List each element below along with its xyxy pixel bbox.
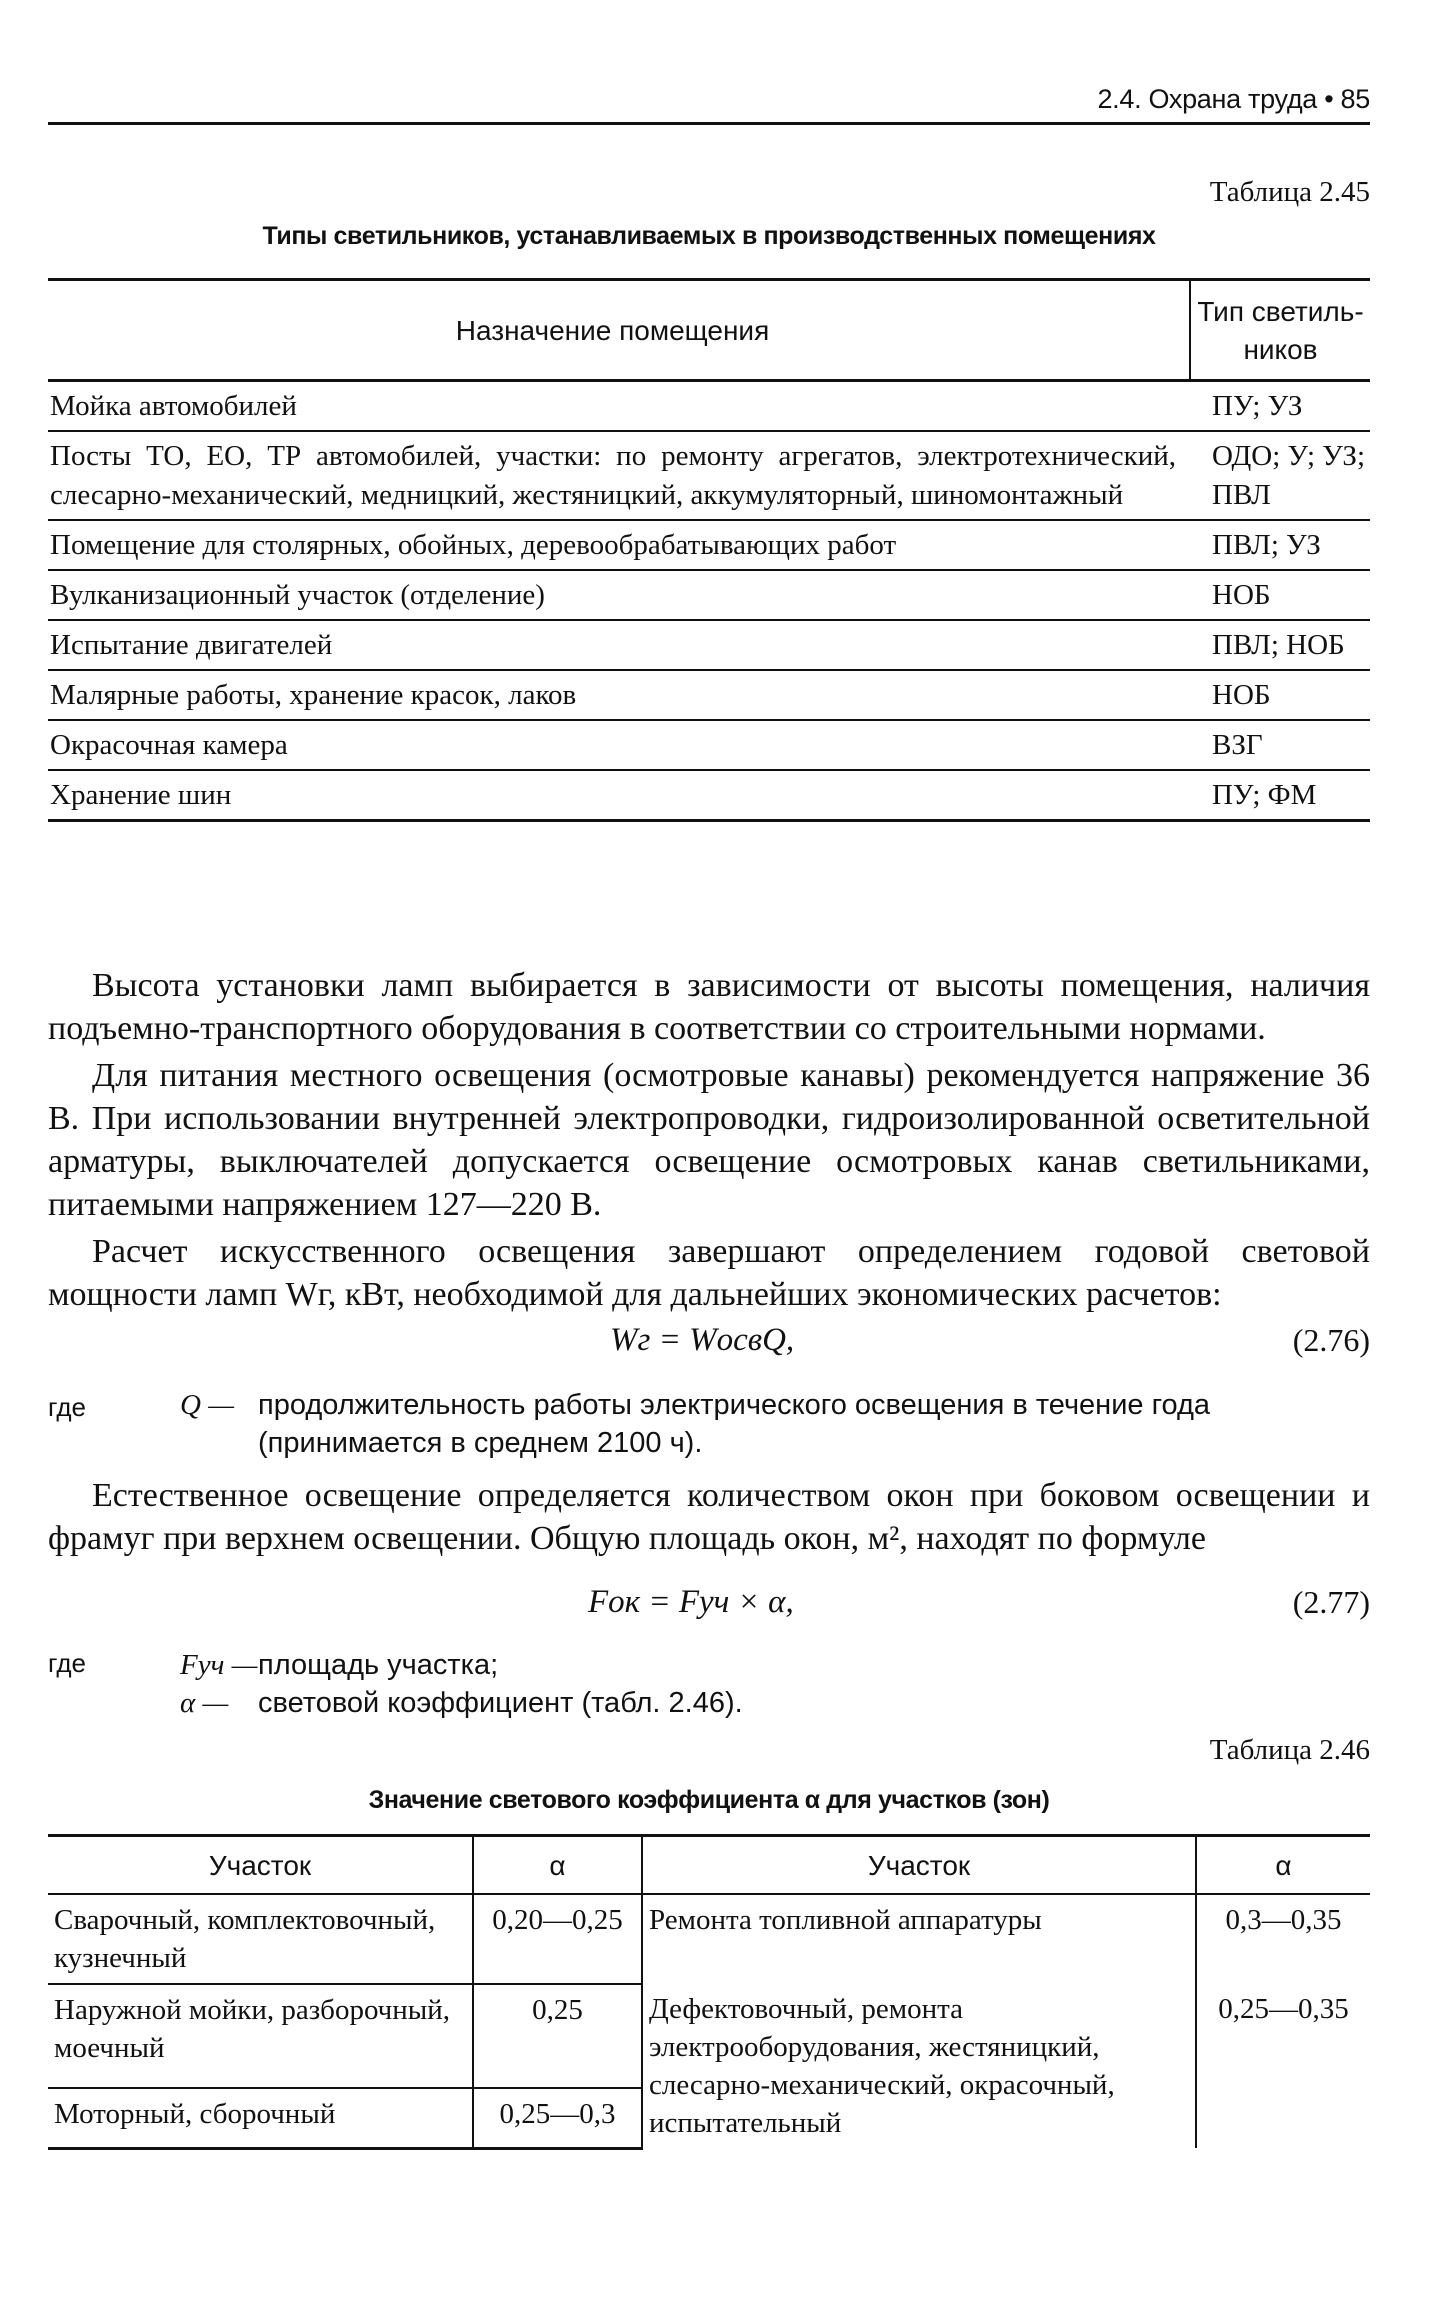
table-row	[48, 520, 1370, 570]
area-cell: Ремонта топливной аппаратуры	[642, 1894, 1196, 1984]
table-row	[48, 670, 1370, 720]
where-text: продолжительность работы электрического освещения в течение года (принимается в среднем 2100 ч).	[258, 1389, 1211, 1459]
where-label: где	[48, 1392, 86, 1422]
area-cell: Наружной мойки, разборочный, моечный	[48, 1984, 473, 2088]
table-246	[48, 1834, 1370, 2150]
table-row	[48, 770, 1370, 821]
where-text: световой коэффициент (табл. 2.46).	[258, 1687, 743, 1719]
formula-2-77: Fок = Fуч × α,	[588, 1584, 794, 1620]
col-alpha: α	[1196, 1836, 1370, 1895]
type-cell: ПУ; УЗ	[1190, 381, 1370, 432]
purpose-cell: Малярные работы, хранение красок, лаков	[48, 670, 1190, 720]
purpose-cell: Испытание двигателей	[48, 620, 1190, 670]
table-246-header-row	[48, 1836, 1370, 1895]
purpose-cell: Мойка автомобилей	[48, 381, 1190, 432]
type-cell: НОБ	[1190, 570, 1370, 620]
table-row	[48, 1984, 1370, 2088]
purpose-cell: Посты ТО, ЕО, ТР автомобилей, участки: по ремонту агрегатов, электротехнический, слесарно-механический, медницкий, жестяницкий, аккумуляторный, шиномонтажный	[48, 431, 1190, 520]
formula-2-77-number: (2.77)	[1292, 1584, 1370, 1620]
purpose-cell: Хранение шин	[48, 770, 1190, 821]
col-area: Участок	[48, 1836, 473, 1895]
table-246-title: Значение светового коэффициента α для участков (зон)	[368, 1786, 1050, 1814]
alpha-cell: 0,25	[473, 1984, 642, 2088]
where-item	[180, 1386, 1370, 1462]
where-item	[180, 1684, 1370, 1722]
paragraph-1: Высота установки ламп выбирается в зависимости от высоты помещения, наличия подъемно-транспортного оборудования в соответствии со строительными нормами.	[48, 967, 1370, 1047]
alpha-cell: 0,20—0,25	[473, 1894, 642, 1984]
running-header-text: 2.4. Охрана труда • 85	[1097, 84, 1370, 114]
table-245-caption: Таблица 2.45	[1209, 176, 1370, 208]
table-row	[48, 570, 1370, 620]
purpose-cell: Помещение для столярных, обойных, деревообрабатывающих работ	[48, 520, 1190, 570]
col-alpha: α	[473, 1836, 642, 1895]
purpose-cell: Вулканизационный участок (отделение)	[48, 570, 1190, 620]
where-text: площадь участка;	[258, 1649, 499, 1681]
type-cell: ОДО; У; УЗ; ПВЛ	[1190, 431, 1370, 520]
type-cell: ПВЛ; НОБ	[1190, 620, 1370, 670]
area-cell: Дефектовочный, ремонта электрооборудования, жестяницкий, слесарно-механический, окрасочный, испытательный	[642, 1984, 1196, 2148]
formula-2-76: Wг = WосвQ,	[610, 1322, 795, 1358]
table-245-header-row	[48, 280, 1370, 381]
type-cell: ПУ; ФМ	[1190, 770, 1370, 821]
table-245-col-type: Тип светиль-ников	[1190, 280, 1370, 381]
area-cell: Сварочный, комплектовочный, кузнечный	[48, 1894, 473, 1984]
table-245-title: Типы светильников, устанавливаемых в производственных помещениях	[262, 222, 1156, 250]
paragraph-4: Естественное освещение определяется количеством окон при боковом освещении и фрамуг при верхнем освещении. Общую площадь окон, м², находят по формуле	[48, 1477, 1370, 1557]
formula-2-76-number: (2.76)	[1292, 1322, 1370, 1358]
table-row	[48, 720, 1370, 770]
table-row	[48, 1894, 1370, 1984]
table-246-caption: Таблица 2.46	[1209, 1734, 1370, 1766]
where-label: где	[48, 1648, 86, 1678]
paragraph-3: Расчет искусственного освещения завершают определением годовой световой мощности ламп Wг, кВт, необходимой для дальнейших экономических расчетов:	[48, 1233, 1370, 1313]
table-245-col-purpose: Назначение помещения	[48, 280, 1190, 381]
area-cell: Моторный, сборочный	[48, 2088, 473, 2148]
where-list	[180, 1646, 1370, 1722]
type-cell: НОБ	[1190, 670, 1370, 720]
type-cell: ВЗГ	[1190, 720, 1370, 770]
paragraph-2: Для питания местного освещения (осмотровые канавы) рекомендуется напряжение 36 В. При использовании внутренней электропроводки, гидроизолированной осветительной арматуры, выключателей допускается освещение осмотровых канав светильниками, питаемыми напряжением 127—220 В.	[48, 1057, 1370, 1223]
where-symbol: Fуч —	[180, 1649, 258, 1681]
where-symbol: α —	[180, 1687, 229, 1719]
alpha-cell: 0,25—0,35	[1196, 1984, 1370, 2148]
table-245	[48, 278, 1370, 822]
table-row	[48, 620, 1370, 670]
col-area: Участок	[642, 1836, 1196, 1895]
table-row	[48, 381, 1370, 432]
type-cell: ПВЛ; УЗ	[1190, 520, 1370, 570]
where-item	[180, 1646, 1370, 1684]
where-symbol: Q —	[180, 1389, 234, 1421]
running-header	[48, 80, 1370, 125]
alpha-cell: 0,25—0,3	[473, 2088, 642, 2148]
alpha-cell: 0,3—0,35	[1196, 1894, 1370, 1984]
purpose-cell: Окрасочная камера	[48, 720, 1190, 770]
table-row	[48, 431, 1370, 520]
